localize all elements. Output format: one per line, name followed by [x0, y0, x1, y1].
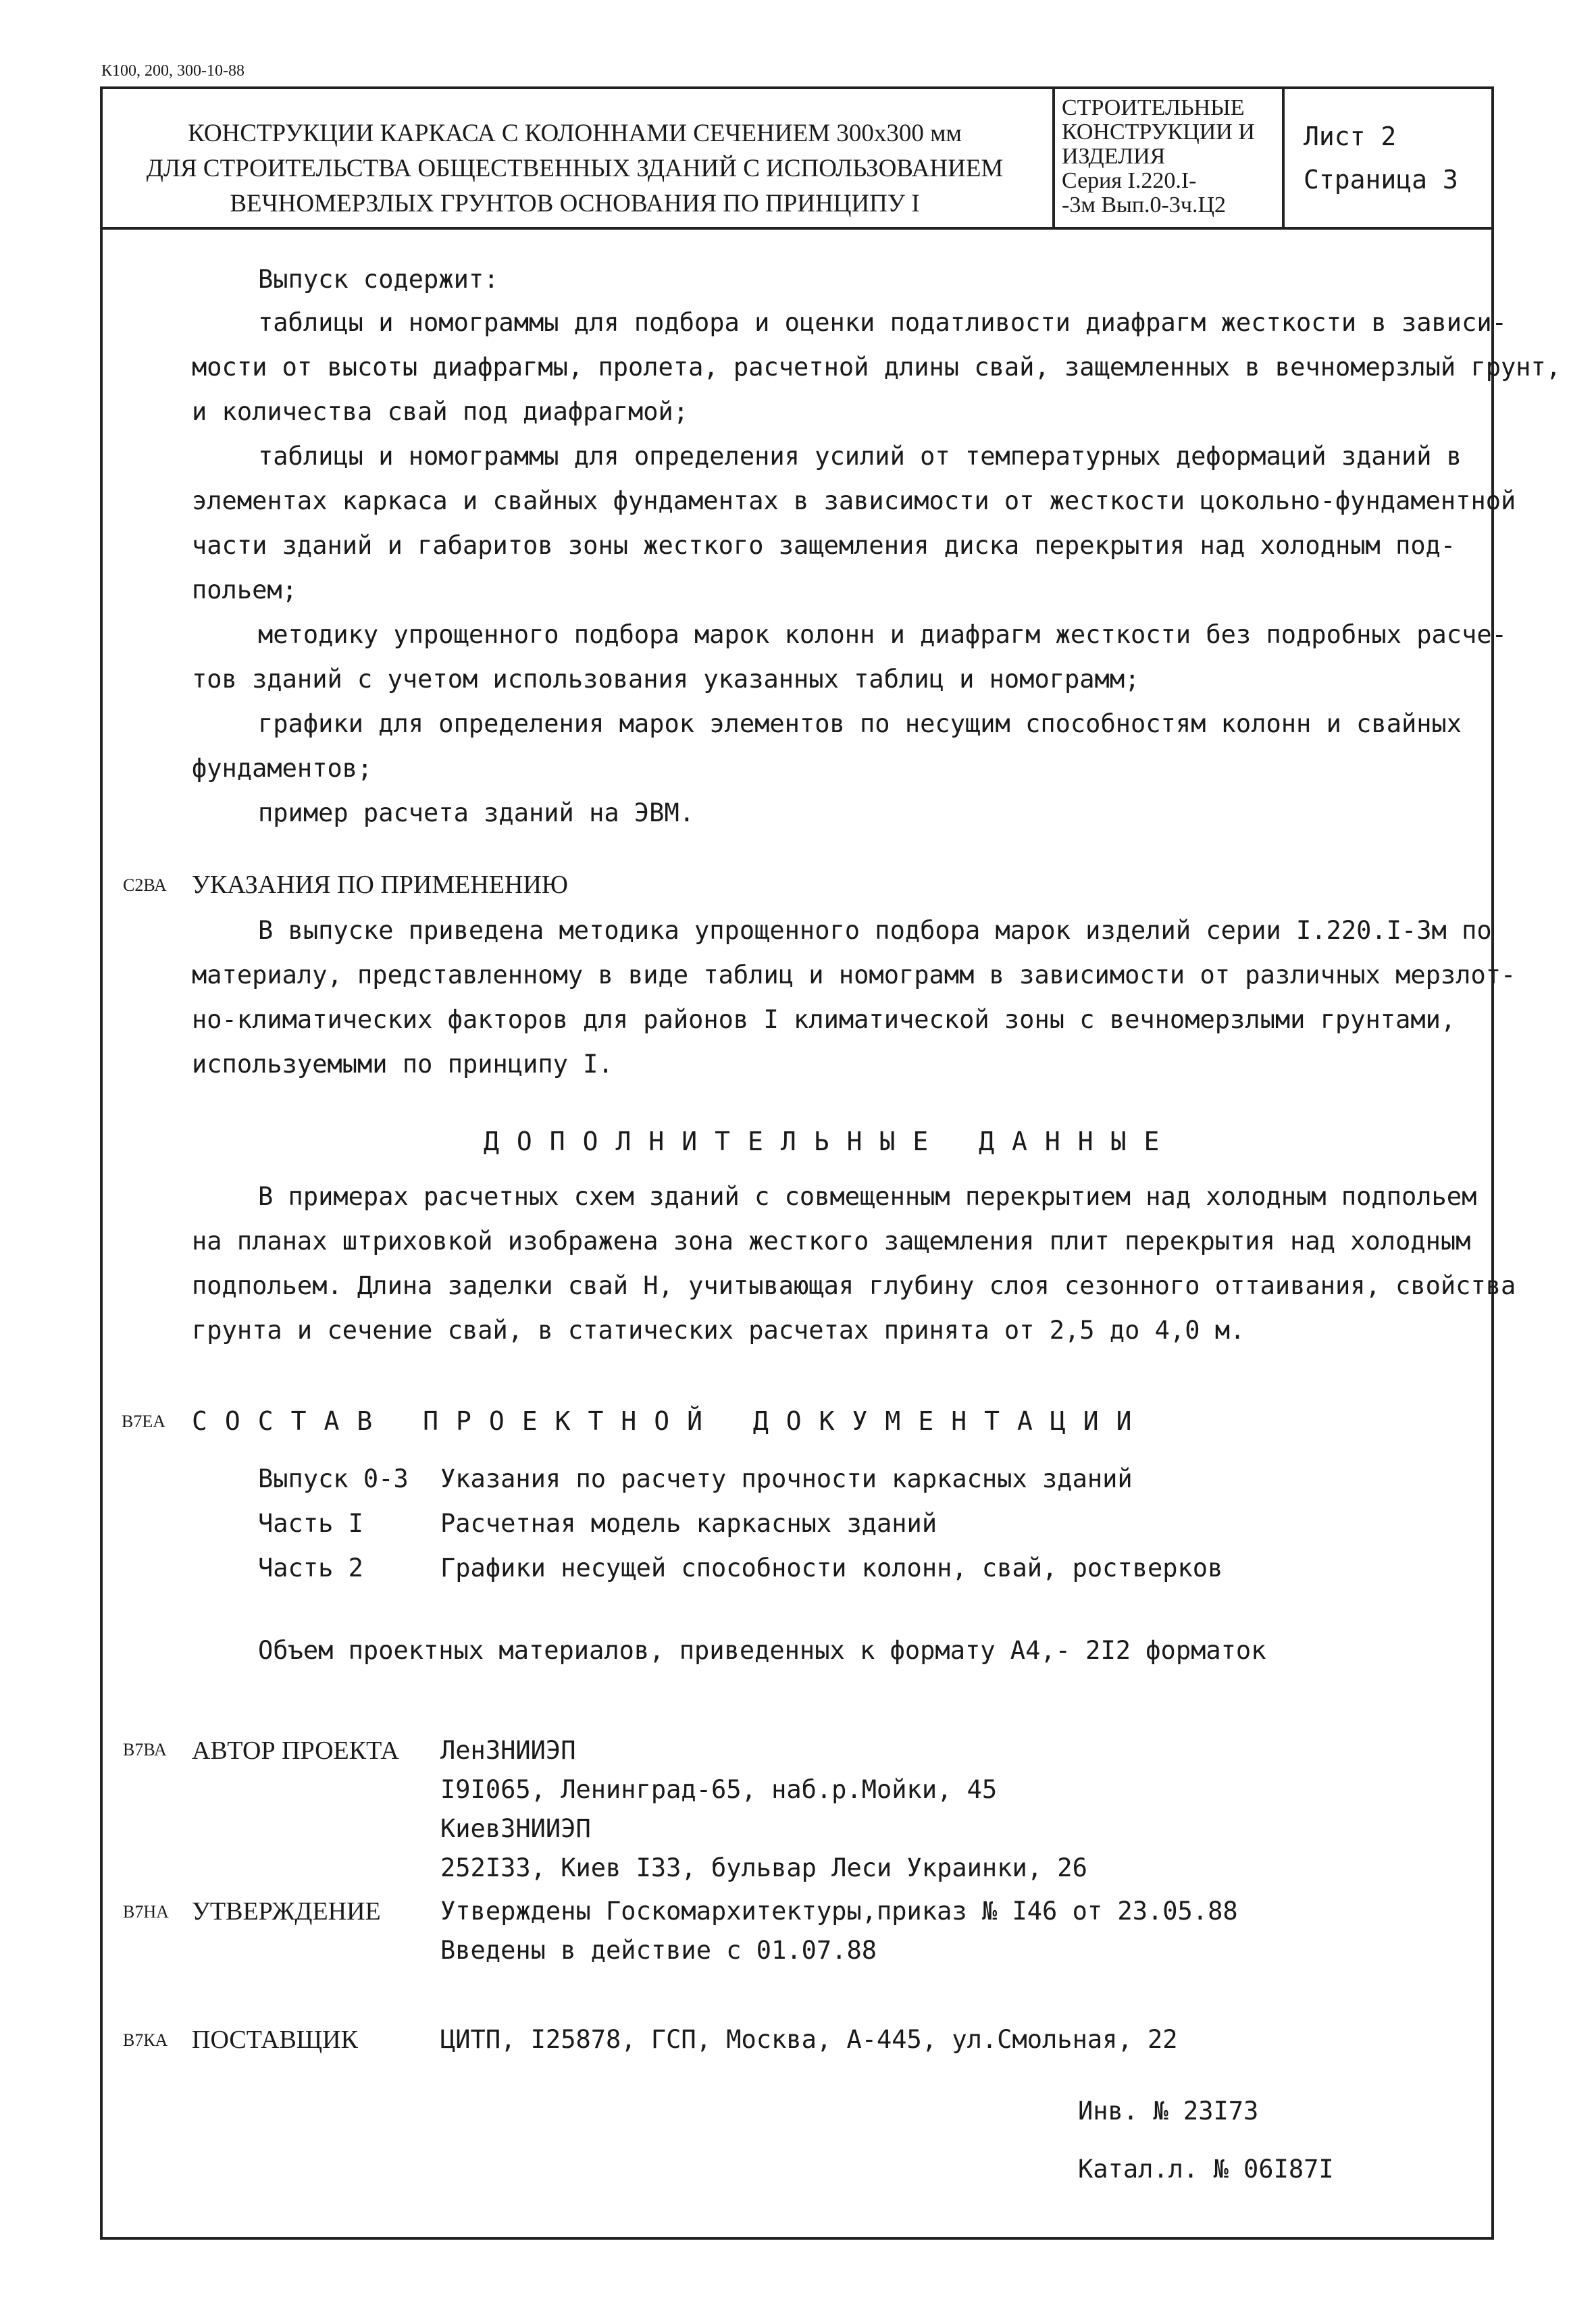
- contents-heading: Выпуск содержит:: [258, 265, 499, 294]
- section-title-additional: ДОПОЛНИТЕЛЬНЫЕ ДАННЫЕ: [484, 1127, 1177, 1156]
- contents-line: мости от высоты диафрагмы, пролета, расчетной длины свай, защемленных в вечномерзлый грунт,: [192, 353, 1562, 382]
- supplier-text: ЦИТП, I25878, ГСП, Москва, А-445, ул.Смольная, 22: [440, 2025, 1178, 2054]
- contents-line: тов зданий с учетом использования указанных таблиц и номограмм;: [192, 665, 1140, 694]
- application-line: материалу, представленному в виде таблиц и номограмм в зависимости от различных мерзлот-: [192, 960, 1516, 989]
- application-line: В выпуске приведена методика упрощенного подбора марок изделий серии I.220.I-3м по: [258, 916, 1492, 945]
- additional-line: подпольем. Длина заделки свай Н, учитывающая глубину слоя сезонного оттаивания, свойства: [192, 1271, 1516, 1300]
- composition-part: Часть 2: [258, 1553, 363, 1583]
- contents-line: таблицы и номограммы для подбора и оценки податливости диафрагм жесткости в зависи-: [258, 308, 1507, 337]
- contents-line: элементах каркаса и свайных фундаментах в зависимости от жесткости цокольно-фундаментной: [192, 486, 1516, 515]
- section-title-composition: СОСТАВ ПРОЕКТНОЙ ДОКУМЕНТАЦИИ: [192, 1406, 1150, 1436]
- contents-line: пример расчета зданий на ЭВМ.: [258, 798, 695, 827]
- approval-line: Введены в действие с 01.07.88: [440, 1936, 877, 1965]
- contents-line: графики для определения марок элементов по несущим способностям колонн и свайных: [258, 709, 1462, 738]
- series-line: -3м Вып.0-3ч.Ц2: [1062, 192, 1227, 217]
- section-title-author: АВТОР ПРОЕКТА: [192, 1737, 399, 1765]
- author-line: I9I065, Ленинград-65, наб.р.Мойки, 45: [440, 1775, 998, 1804]
- composition-desc: Расчетная модель каркасных зданий: [440, 1509, 937, 1538]
- application-line: но-климатических факторов для районов I климатической зоны с вечномерзлыми грунтами,: [192, 1005, 1456, 1034]
- title-block-divider: [1052, 86, 1055, 230]
- composition-part: Выпуск 0-3: [258, 1464, 409, 1493]
- title-line: КОНСТРУКЦИИ КАРКАСА С КОЛОННАМИ СЕЧЕНИЕМ 300х300 мм: [188, 120, 962, 147]
- section-title-application: УКАЗАНИЯ ПО ПРИМЕНЕНИЮ: [192, 871, 568, 899]
- sheet-info: [1304, 115, 1458, 201]
- application-line: используемыми по принципу I.: [192, 1050, 613, 1079]
- author-line: КиевЗНИИЭП: [440, 1814, 591, 1843]
- approval-line: Утверждены Госкомархитектуры,приказ № I46 от 23.05.88: [440, 1897, 1238, 1926]
- series-block: [1062, 96, 1278, 217]
- page-number: Страница 3: [1304, 165, 1458, 195]
- contents-line: фундаментов;: [192, 754, 373, 783]
- document-code: К100, 200, 300-10-88: [101, 62, 244, 80]
- additional-line: на планах штриховкой изображена зона жесткого защемления плит перекрытия над холодным: [192, 1227, 1471, 1256]
- contents-line: польем;: [192, 575, 297, 605]
- section-code: С2ВА: [123, 875, 167, 895]
- series-line: ИЗДЕЛИЯ: [1062, 144, 1166, 169]
- series-line: КОНСТРУКЦИИ И: [1062, 120, 1255, 145]
- document-title: [105, 116, 1044, 222]
- author-line: 252I33, Киев I33, бульвар Леси Украинки, 26: [440, 1853, 1087, 1882]
- composition-desc: Графики несущей способности колонн, свай, ростверков: [440, 1553, 1223, 1583]
- author-line: ЛенЗНИИЭП: [440, 1736, 576, 1765]
- title-line: ВЕЧНОМЕРЗЛЫХ ГРУНТОВ ОСНОВАНИЯ ПО ПРИНЦИПУ I: [230, 190, 920, 217]
- additional-line: грунта и сечение свай, в статических расчетах принята от 2,5 до 4,0 м.: [192, 1316, 1245, 1345]
- series-line: СТРОИТЕЛЬНЫЕ: [1062, 95, 1245, 120]
- contents-line: методику упрощенного подбора марок колонн и диафрагм жесткости без подробных расче-: [258, 620, 1507, 649]
- title-line: ДЛЯ СТРОИТЕЛЬСТВА ОБЩЕСТВЕННЫХ ЗДАНИЙ С ИСПОЛЬЗОВАНИЕМ: [146, 155, 1004, 182]
- section-code: В7НА: [123, 1902, 169, 1922]
- title-block-divider: [1282, 86, 1285, 230]
- additional-line: В примерах расчетных схем зданий с совмещенным перекрытием над холодным подпольем: [258, 1182, 1477, 1211]
- section-code: В7ВА: [123, 1740, 167, 1759]
- series-line: Серия I.220.I-: [1062, 168, 1197, 193]
- section-code: В7КА: [123, 2030, 168, 2050]
- sheet-number: Лист 2: [1304, 122, 1397, 151]
- inventory-number: Инв. № 23I73: [1078, 2097, 1259, 2126]
- section-title-supplier: ПОСТАВЩИК: [192, 2026, 358, 2054]
- contents-line: таблицы и номограммы для определения усилий от температурных деформаций зданий в: [258, 442, 1462, 471]
- catalog-number: Катал.л. № 06I87I: [1078, 2155, 1334, 2184]
- section-code: В7ЕА: [122, 1412, 165, 1431]
- contents-line: части зданий и габаритов зоны жесткого защемления диска перекрытия над холодным под-: [192, 531, 1456, 560]
- composition-part: Часть I: [258, 1509, 363, 1538]
- composition-desc: Указания по расчету прочности каркасных зданий: [440, 1464, 1133, 1493]
- contents-line: и количества свай под диафрагмой;: [192, 397, 689, 426]
- section-title-approval: УТВЕРЖДЕНИЕ: [192, 1897, 381, 1926]
- composition-volume: Объем проектных материалов, приведенных к формату А4,- 2I2 форматок: [258, 1636, 1266, 1665]
